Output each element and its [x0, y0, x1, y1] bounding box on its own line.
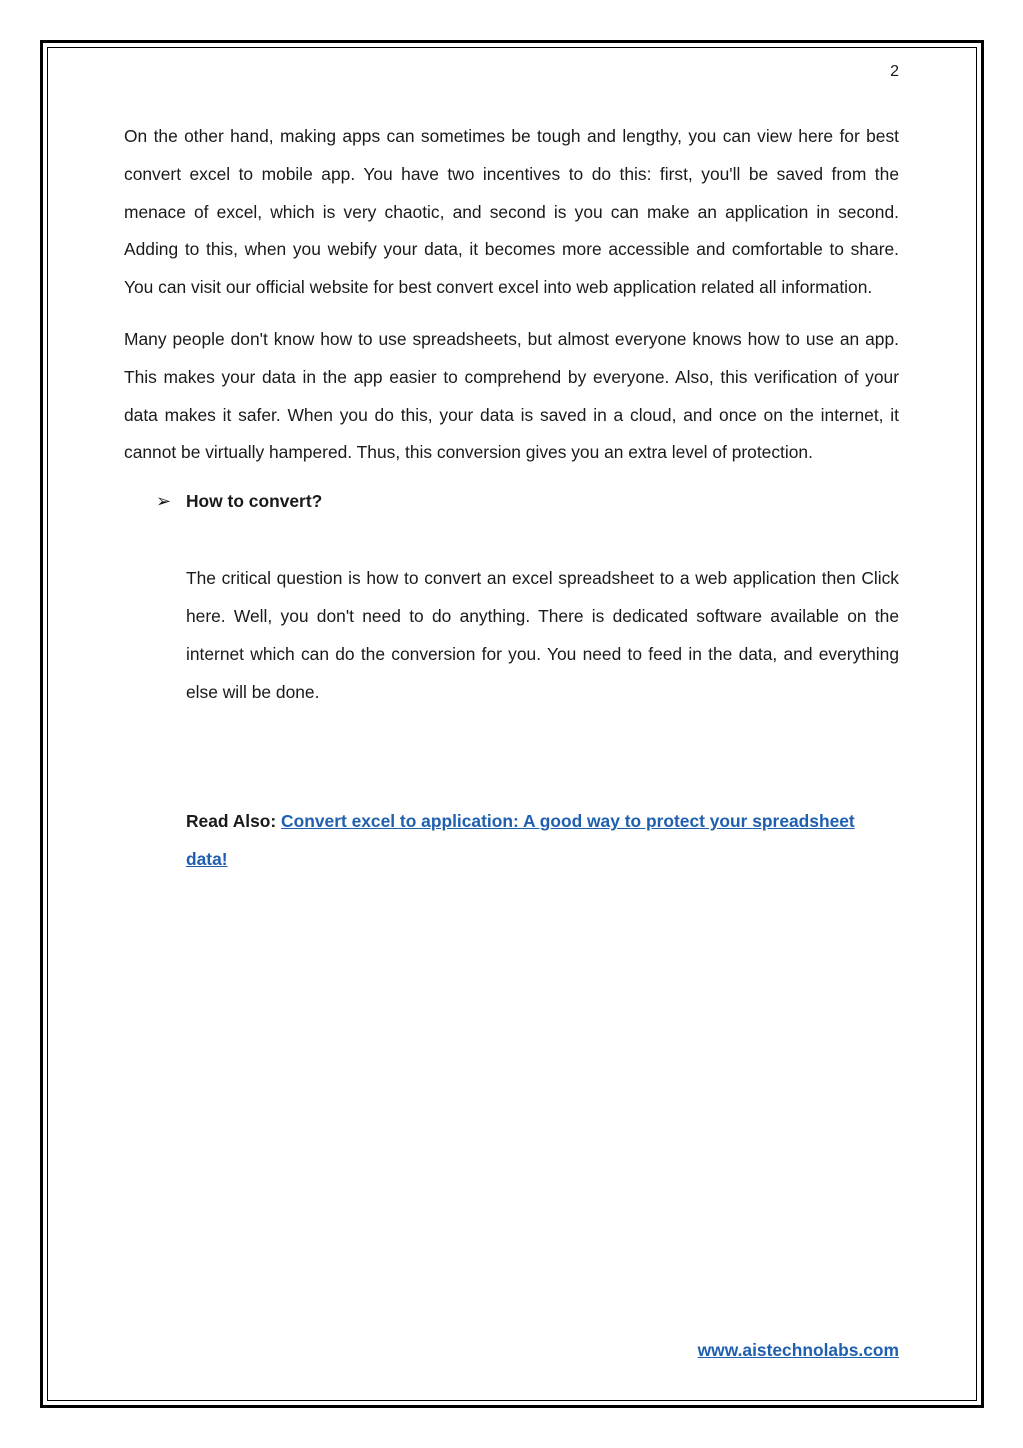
paragraph-intro: On the other hand, making apps can sometimes be tough and lengthy, you can view here for best convert excel to mobile app. You have two incentives to do this: first, you'll be saved from the menace of excel, which is very chaotic, and second is you can make an application in second. Adding to this, when you webify your data, it becomes more accessible and comfortable to share. You can visit our official website for best convert excel into web application related all information.	[124, 126, 899, 298]
read-also	[186, 803, 899, 879]
paragraph-how-to-convert: The critical question is how to convert an excel spreadsheet to a web application then Click here. Well, you don't need to do anything. There is dedicated software available on the internet which can do the conversion for you. You need to feed in the data, and everything else will be done.	[186, 568, 899, 702]
footer-website-link[interactable]: www.aistechnolabs.com	[697, 1340, 899, 1360]
document-body	[124, 118, 899, 879]
read-also-link[interactable]: Convert excel to application: A good way to protect your spreadsheet data!	[186, 811, 855, 870]
read-also-label: Read Also:	[186, 811, 277, 832]
page-number: 2	[890, 63, 899, 80]
section-heading: How to convert?	[186, 491, 323, 512]
paragraph-spreadsheets: Many people don't know how to use spreadsheets, but almost everyone knows how to use an app. This makes your data in the app easier to comprehend by everyone. Also, this verification of your data makes it safer. When you do this, your data is saved in a cloud, and once on the internet, it cannot be virtually hampered. Thus, this conversion gives you an extra level of protection.	[124, 328, 899, 463]
arrow-bullet-icon: ➢	[156, 491, 172, 512]
section-heading-row	[156, 486, 899, 516]
